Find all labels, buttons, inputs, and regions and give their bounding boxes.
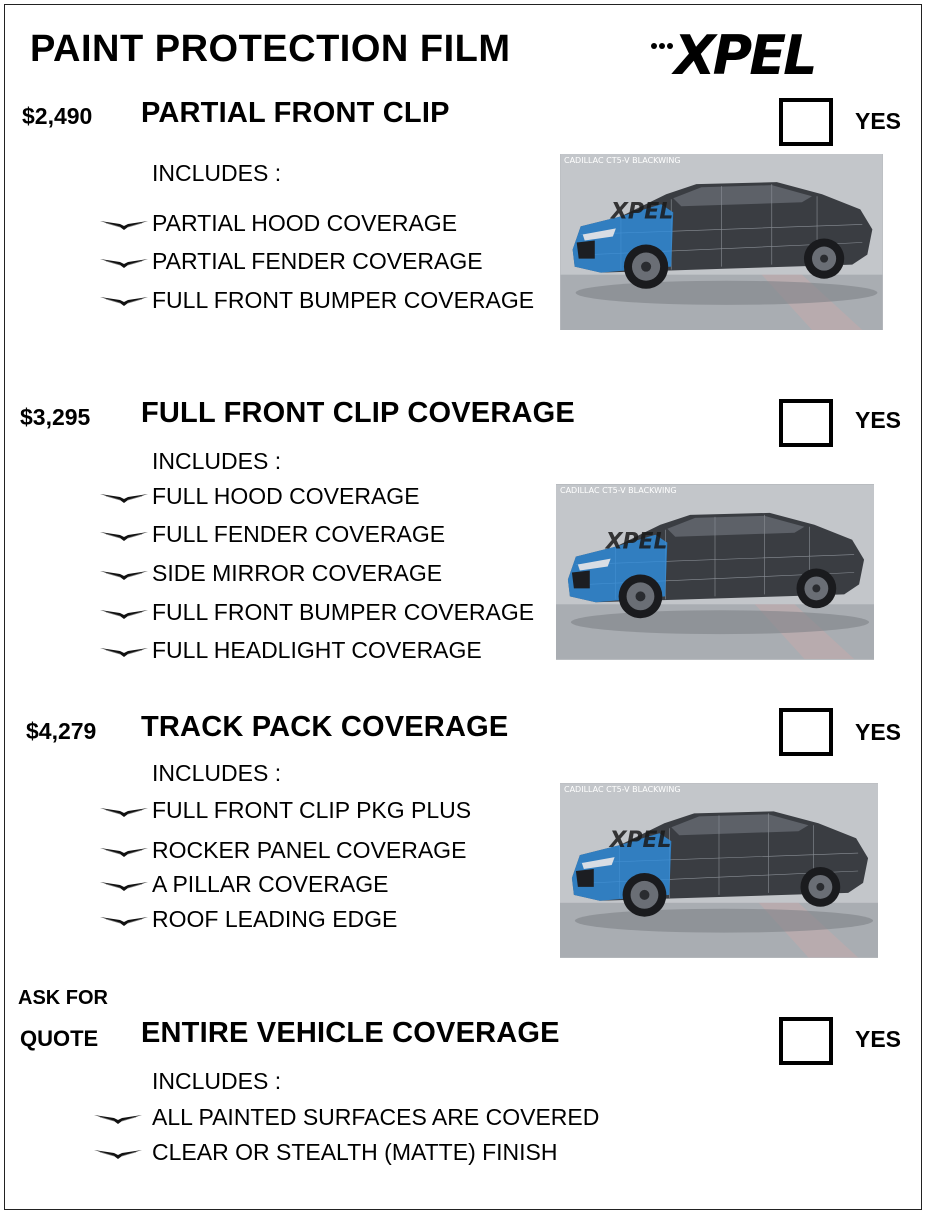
list-item: PARTIAL FENDER COVERAGE [152,248,483,274]
yes-checkbox[interactable] [779,708,833,756]
xpel-logo-icon [648,20,858,84]
cadillac-wings-icon [100,568,148,582]
page-title: PAINT PROTECTION FILM [30,28,511,70]
cadillac-wings-icon [100,879,148,893]
car-image [556,484,874,660]
cadillac-wings-icon [100,294,148,308]
yes-label: YES [855,1026,902,1052]
cadillac-wings-icon [100,845,148,859]
yes-label: YES [855,407,902,433]
includes-label: INCLUDES : [152,448,282,474]
logo-text: XPEL [674,24,815,84]
cadillac-wings-icon [94,1112,142,1126]
list-item: PARTIAL HOOD COVERAGE [152,210,458,236]
image-caption: CADILLAC CT5-V BLACKWING [564,156,681,165]
ask-for-label: ASK FOR [18,987,108,1009]
list-item: FULL FRONT CLIP PKG PLUS [152,797,472,823]
list-item: A PILLAR COVERAGE [152,871,389,897]
list-item: SIDE MIRROR COVERAGE [152,560,443,586]
package-name: PARTIAL FRONT CLIP [141,97,450,129]
list-item: FULL HEADLIGHT COVERAGE [152,637,482,663]
image-caption: CADILLAC CT5-V BLACKWING [564,785,681,794]
car-illustration [556,484,874,660]
includes-label: INCLUDES : [152,160,282,186]
yes-label: YES [855,108,902,134]
yes-checkbox[interactable] [779,399,833,447]
package-price: $4,279 [26,718,97,744]
yes-label: YES [855,719,902,745]
cadillac-wings-icon [100,805,148,819]
list-item: FULL HOOD COVERAGE [152,483,420,509]
car-image [560,783,878,958]
cadillac-wings-icon [100,607,148,621]
cadillac-wings-icon [100,529,148,543]
list-item: ALL PAINTED SURFACES ARE COVERED [152,1104,600,1130]
image-caption: CADILLAC CT5-V BLACKWING [560,486,677,495]
yes-checkbox[interactable] [779,98,833,146]
list-item: FULL FRONT BUMPER COVERAGE [152,287,535,313]
xpel-logo [648,20,858,84]
cadillac-wings-icon [100,256,148,270]
car-illustration [560,783,878,958]
list-item: ROCKER PANEL COVERAGE [152,837,467,863]
quote-label: QUOTE [20,1026,99,1051]
package-price: $2,490 [22,103,93,129]
cadillac-wings-icon [100,218,148,232]
car-illustration [560,154,883,330]
includes-label: INCLUDES : [152,1068,282,1094]
list-item: ROOF LEADING EDGE [152,906,398,932]
package-name: ENTIRE VEHICLE COVERAGE [141,1017,560,1049]
car-image [560,154,883,330]
list-item: FULL FRONT BUMPER COVERAGE [152,599,535,625]
list-item: FULL FENDER COVERAGE [152,521,446,547]
package-name: TRACK PACK COVERAGE [141,711,509,743]
cadillac-wings-icon [94,1147,142,1161]
package-name: FULL FRONT CLIP COVERAGE [141,397,575,429]
cadillac-wings-icon [100,645,148,659]
list-item: CLEAR OR STEALTH (MATTE) FINISH [152,1139,558,1165]
package-price: $3,295 [20,404,91,430]
yes-checkbox[interactable] [779,1017,833,1065]
cadillac-wings-icon [100,914,148,928]
cadillac-wings-icon [100,491,148,505]
includes-label: INCLUDES : [152,760,282,786]
